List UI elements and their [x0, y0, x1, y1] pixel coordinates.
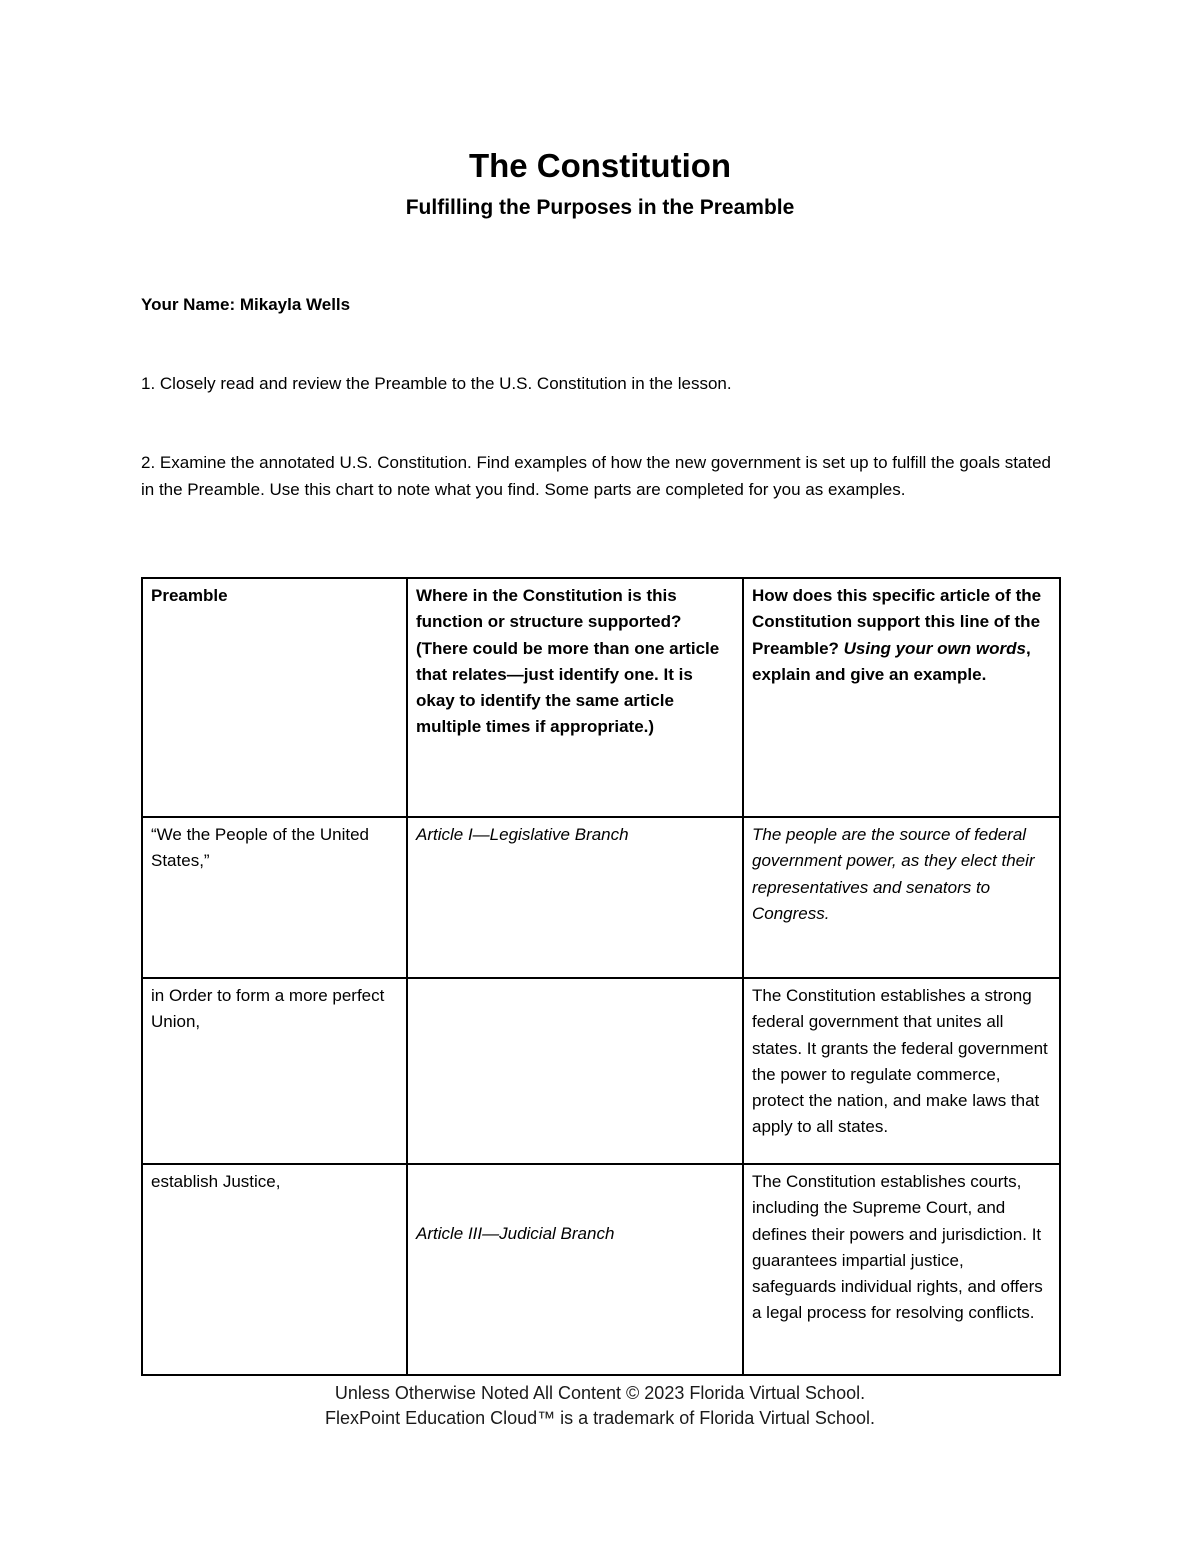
- table-row: [142, 1164, 1060, 1375]
- cell-explanation: The Constitution establishes courts, including the Supreme Court, and defines their powers and jurisdiction. It guarantees impartial justice, safeguards individual rights, and offers a legal process for resolving conflicts.: [743, 1164, 1060, 1375]
- header-where-in-constitution: Where in the Constitution is this function or structure supported? (There could be more than one article that relates—just identify one. It is okay to identify the same article multiple times if appropriate.): [407, 578, 743, 817]
- copyright-footer: [0, 1381, 1200, 1431]
- instruction-step-2: 2. Examine the annotated U.S. Constitution. Find examples of how the new government is set up to fulfill the goals stated in the Preamble. Use this chart to note what you find. Some parts are completed for you as examples.: [141, 453, 1052, 499]
- preamble-chart-table: [141, 577, 1061, 1376]
- student-name: Your Name: Mikayla Wells: [141, 295, 351, 314]
- instruction-step-1: 1. Closely read and review the Preamble to the U.S. Constitution in the lesson.: [141, 374, 732, 393]
- cell-article: Article I—Legislative Branch: [407, 817, 743, 978]
- header-how-text-2: , explain and give an example.: [752, 638, 1031, 684]
- header-how-text-italic: Using your own words: [843, 638, 1026, 658]
- document-title: The Constitution: [468, 147, 732, 184]
- cell-preamble: establish Justice,: [142, 1164, 407, 1375]
- document-subtitle: Fulfilling the Purposes in the Preamble: [405, 196, 795, 219]
- cell-article-empty[interactable]: [407, 978, 743, 1164]
- footer-line-1: Unless Otherwise Noted All Content © 2023 Florida Virtual School.: [334, 1383, 866, 1403]
- cell-explanation: The people are the source of federal government power, as they elect their representatives and senators to Congress.: [743, 817, 1060, 978]
- cell-article: Article III—Judicial Branch: [407, 1164, 743, 1375]
- table-header-row: [142, 578, 1060, 817]
- table-row: [142, 817, 1060, 978]
- cell-explanation: The Constitution establishes a strong federal government that unites all states. It grants the federal government the power to regulate commerce, protect the nation, and make laws that apply to all states.: [743, 978, 1060, 1164]
- header-preamble: Preamble: [142, 578, 407, 817]
- table-row: [142, 978, 1060, 1164]
- cell-preamble: “We the People of the United States,”: [142, 817, 407, 978]
- footer-line-2: FlexPoint Education Cloud™ is a trademark of Florida Virtual School.: [325, 1408, 875, 1428]
- header-how-text-1: How does this specific article of the Constitution support this line of the Preamble?: [752, 586, 1042, 658]
- header-how-article-supports: [743, 578, 1060, 817]
- cell-preamble: in Order to form a more perfect Union,: [142, 978, 407, 1164]
